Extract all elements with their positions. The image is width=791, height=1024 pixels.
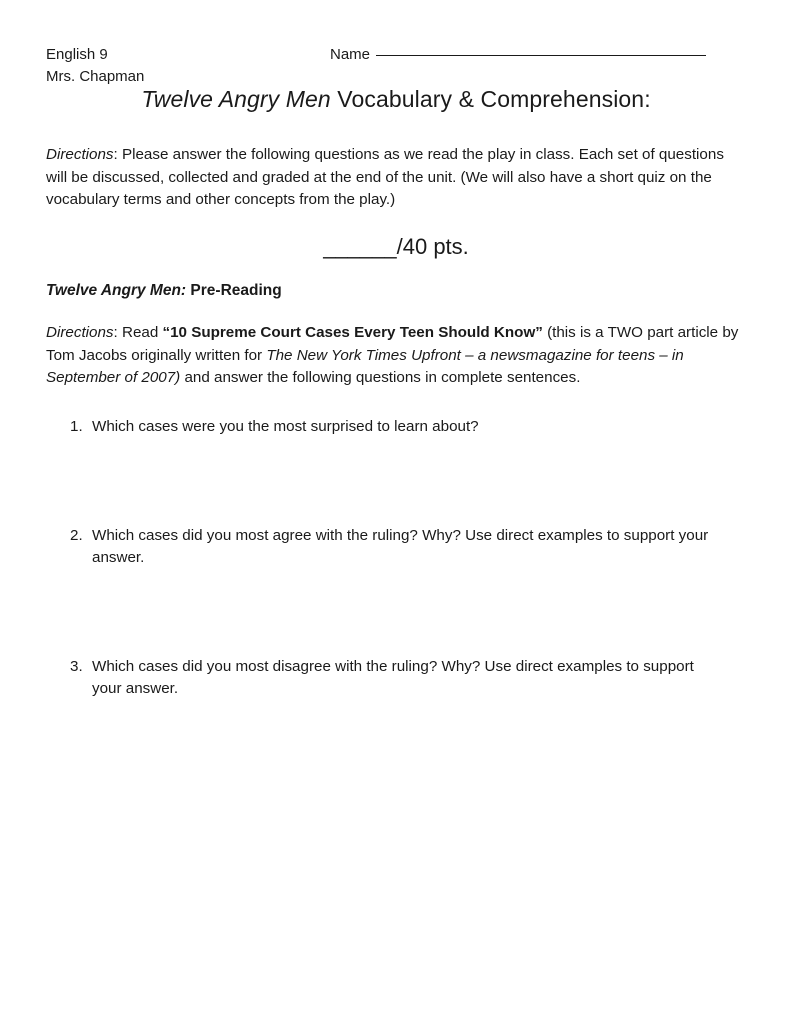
question-item [46,525,746,570]
points-total: /40 pts. [396,234,469,259]
section-heading-play-name: Twelve Angry Men: [46,282,187,299]
document-header [46,44,746,88]
article-source: The New York Times Upfront [266,346,461,364]
question-text: Which cases did you most agree with the ruling? Why? Use direct examples to support your answer. [92,526,709,566]
question-list [46,416,746,787]
course-label: English 9 [46,46,108,63]
question-text: Which cases were you the most surprised to learn about? [92,418,479,435]
question-number: 3. [70,657,83,675]
teacher-label: Mrs. Chapman [46,68,145,85]
article-title: “10 Supreme Court Cases Every Teen Should Know” [162,324,543,341]
question-text: Which cases did you most disagree with the ruling? Why? Use direct examples to support your answer. [92,657,694,697]
directions-paragraph-1 [46,144,746,212]
page-title-rest: Vocabulary & Comprehension: [330,86,651,112]
section-heading-pre-reading [46,280,282,302]
directions-1-body: : Please answer the following questions as we read the play in class. Each set of questions will be discussed, collected and graded at the end of the unit. (We will also have a short quiz on the vocabulary terms and other concepts from the play.) [46,146,724,208]
page-title-play-name: Twelve Angry Men [141,86,331,112]
name-label: Name [330,46,371,63]
question-item [46,416,746,439]
points-line [46,233,746,261]
points-blank[interactable]: ______ [323,234,397,259]
directions-2-label: Directions [46,324,114,341]
directions-paragraph-2 [46,322,746,390]
article-source-note: – a newsmagazine for teens – in September of 2007) [46,346,684,386]
name-blank-line[interactable] [376,55,706,56]
directions-2-tail: and answer the following questions in complete sentences. [180,369,581,386]
directions-2-lead: : Read [113,324,163,341]
question-number: 2. [70,526,83,544]
question-item [46,656,746,701]
header-top-line [46,44,746,66]
page-title [46,84,746,114]
question-number: 1. [70,418,83,435]
directions-1-label: Directions [46,146,114,163]
directions-2-middle: (this is a TWO part article by Tom Jacobs originally written for [46,324,739,364]
section-heading-rest: Pre-Reading [186,282,282,299]
